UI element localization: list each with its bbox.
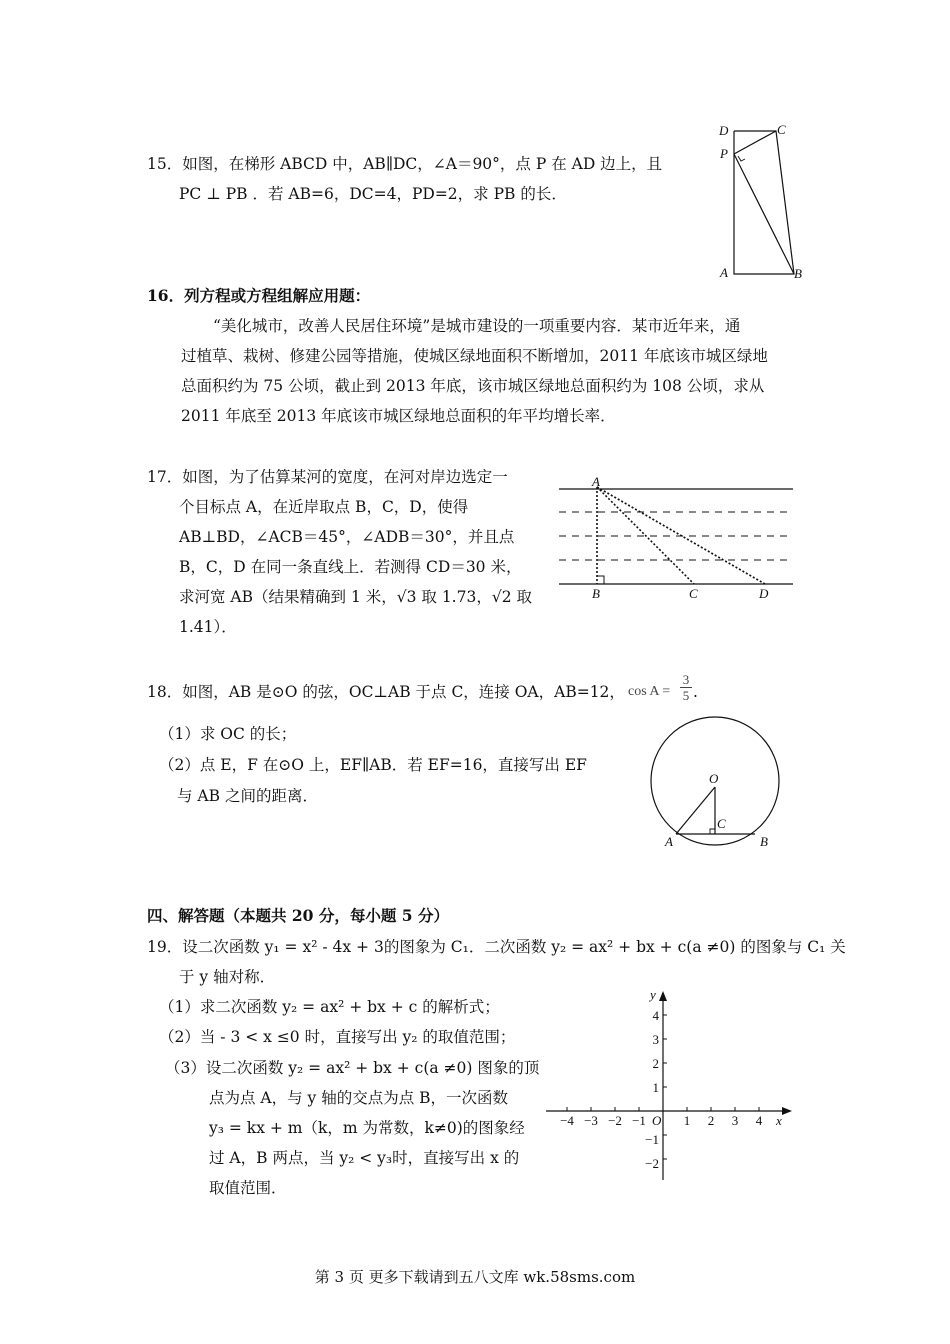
q18-cos-denominator: 5	[680, 687, 692, 703]
fig18-label-B: B	[760, 834, 768, 849]
q18-cos-suffix: .	[693, 683, 698, 701]
q16-line: 2011 年底至 2013 年底该市城区绿地总面积的年平均增长率．	[181, 407, 616, 425]
y-axis-ticks	[645, 1008, 667, 1171]
q19-part3-line: 过 A，B 两点，当 y₂ < y₃时，直接写出 x 的	[209, 1149, 520, 1167]
q17-line: 求河宽 AB（结果精确到 1 米，√3 取 1.73，√2 取	[179, 588, 532, 606]
x-tick-label: −4	[560, 1113, 574, 1128]
x-tick-label: −3	[584, 1113, 598, 1128]
fig15-label-A: A	[720, 265, 728, 280]
y-axis-label: y	[650, 987, 656, 1002]
q17-line: 17．如图，为了估算某河的宽度，在河对岸边选定一	[147, 468, 508, 486]
fig18-label-A: A	[665, 834, 673, 849]
y-tick-label: 1	[652, 1080, 659, 1095]
y-tick-label: −1	[645, 1132, 659, 1147]
q16-title: 16．列方程或方程组解应用题：	[147, 286, 371, 305]
fig17-label-A: A	[592, 475, 600, 489]
q16-line: “美化城市，改善人民居住环境”是城市建设的一项重要内容．某市近年来，通	[213, 317, 741, 335]
q17-line: 1.41）．	[179, 618, 237, 636]
q15-line2: PC ⊥ PB ．若 AB=6，DC=4，PD=2，求 PB 的长．	[179, 185, 567, 203]
y-tick-label: 2	[652, 1056, 659, 1071]
q19-part1: （1）求二次函数 y₂ = ax² + bx + c 的解析式；	[159, 998, 500, 1016]
x-tick-label: 1	[683, 1113, 691, 1128]
q17-line: B，C，D 在同一条直线上．若测得 CD＝30 米，	[179, 558, 522, 576]
q19-part3-line: y₃ = kx + m（k，m 为常数，k≠0)的图象经	[209, 1119, 525, 1137]
q18-part2-line2: 与 AB 之间的距离．	[177, 787, 318, 805]
fig15-label-D: D	[719, 123, 729, 138]
fig18-label-C: C	[717, 816, 726, 831]
q19-line2: 于 y 轴对称．	[179, 968, 276, 986]
origin-label: O	[652, 1113, 662, 1128]
q15-line1: 15．如图，在梯形 ABCD 中，AB∥DC，∠A＝90°，点 P 在 AD 边上，且	[147, 155, 663, 173]
q18-circle-figure	[645, 715, 795, 855]
q18-cos-prefix: cos A =	[628, 684, 671, 699]
q16-line: 总面积约为 75 公顷，截止到 2013 年底，该市城区绿地总面积约为 108 公顷，求从	[181, 377, 765, 395]
q19-part3-line: （3）设二次函数 y₂ = ax² + bx + c(a ≠0) 图象的顶	[165, 1059, 540, 1077]
y-tick-label: 4	[652, 1008, 659, 1023]
fig17-label-C: C	[689, 586, 698, 601]
q19-part2: （2）当 - 3 < x ≤0 时，直接写出 y₂ 的取值范围；	[159, 1028, 516, 1046]
q16-line: 过植草、栽树、修建公园等措施，使城区绿地面积不断增加，2011 年底该市城区绿地	[181, 347, 768, 365]
q18-cos-numerator: 3	[682, 672, 690, 687]
fig15-label-C: C	[777, 122, 786, 137]
fig17-label-D: D	[759, 586, 769, 601]
q19-line1: 19．设二次函数 y₁ = x² - 4x + 3的图象为 C₁．二次函数 y₂ = ax² + bx + c(a ≠0) 的图象与 C₁ 关	[147, 938, 846, 956]
q17-line: 个目标点 A，在近岸取点 B，C，D，使得	[179, 498, 469, 516]
x-tick-label: 3	[731, 1113, 739, 1128]
q19-part3-line: 取值范围．	[209, 1179, 287, 1197]
q18-line1: 18．如图，AB 是⊙O 的弦，OC⊥AB 于点 C，连接 OA，AB=12，	[147, 683, 625, 701]
q19-part3-line: 点为点 A，与 y 轴的交点为点 B，一次函数	[209, 1089, 509, 1107]
x-axis-ticks	[560, 1107, 763, 1128]
page-footer: 第 3 页 更多下载请到五八文库 wk.58sms.com	[314, 1268, 636, 1286]
fig17-label-B: B	[592, 586, 600, 601]
q17-river-figure	[555, 475, 800, 605]
q15-trapezoid-figure	[710, 118, 820, 288]
x-axis-label: x	[776, 1113, 782, 1128]
q17-line: AB⊥BD，∠ACB＝45°，∠ADB＝30°，并且点	[179, 528, 515, 546]
x-tick-label: −1	[632, 1113, 646, 1128]
fig15-label-B: B	[794, 266, 802, 281]
x-tick-label: −2	[608, 1113, 622, 1128]
y-tick-label: 3	[652, 1032, 659, 1047]
q19-coordinate-axes	[540, 985, 800, 1185]
q18-part1: （1）求 OC 的长；	[159, 725, 297, 743]
fig18-label-O: O	[709, 771, 719, 786]
section4-title: 四、解答题（本题共 20 分，每小题 5 分）	[147, 906, 449, 925]
q18-cos-fraction	[680, 672, 692, 703]
fig15-label-P: P	[720, 146, 728, 161]
y-tick-label: −2	[645, 1156, 659, 1171]
x-tick-label: 2	[707, 1113, 715, 1128]
x-tick-label: 4	[755, 1113, 763, 1128]
q18-part2-line1: （2）点 E，F 在⊙O 上，EF∥AB．若 EF=16，直接写出 EF	[159, 756, 587, 774]
